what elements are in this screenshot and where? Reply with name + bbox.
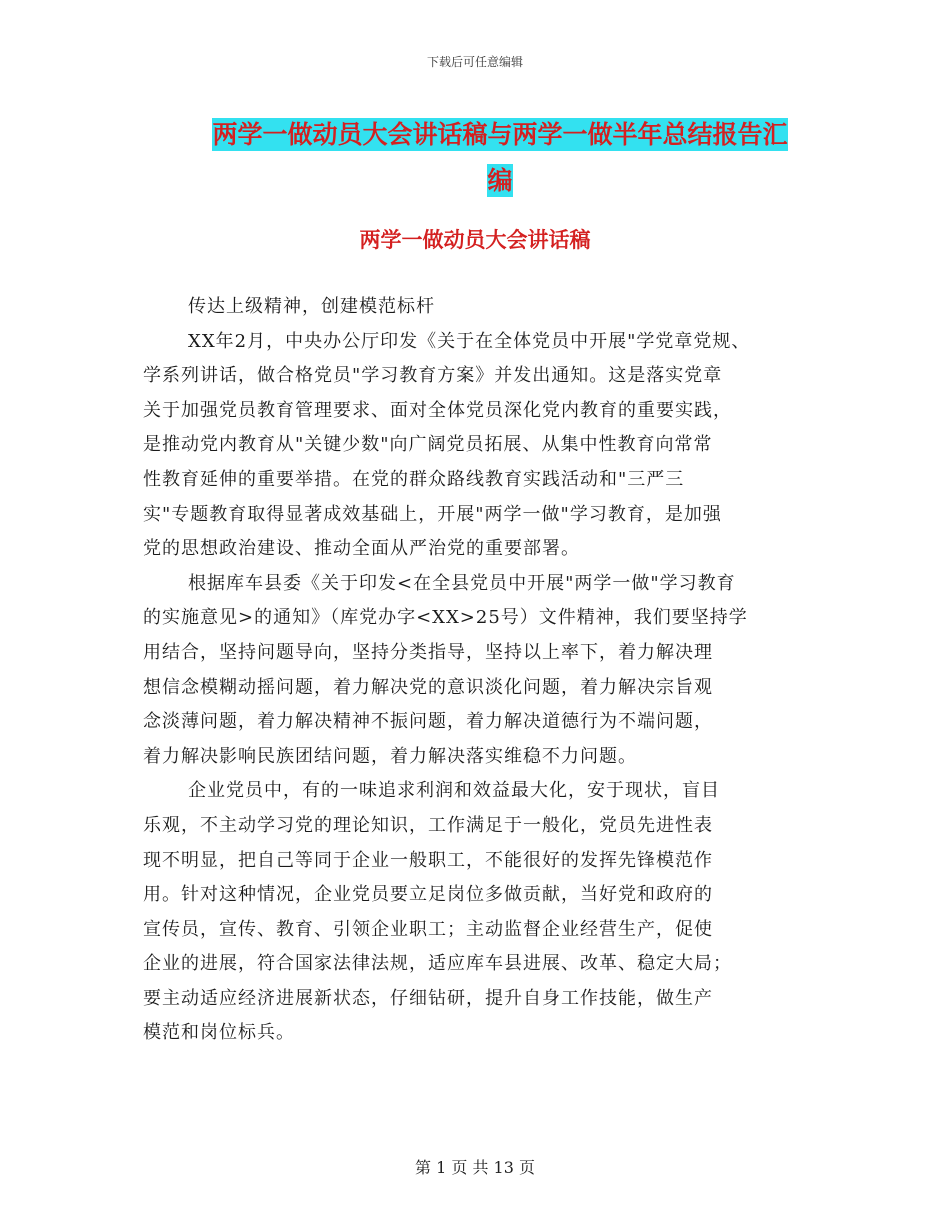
paragraph-line: 是推动党内教育从"关键少数"向广阔党员拓展、从集中性教育向常常 <box>143 434 713 456</box>
paragraph-line: 乐观，不主动学习党的理论知识，工作满足于一般化，党员先进性表 <box>143 814 713 836</box>
paragraph-line: 实"专题教育取得显著成效基础上，开展"两学一做"学习教育，是加强 <box>143 503 722 525</box>
document-title <box>190 112 810 204</box>
paragraph-line: XX年2月，中央办公厅印发《关于在全体党员中开展"学党章党规、 <box>188 330 751 352</box>
paragraph-line: 要主动适应经济进展新状态，仔细钻研，提升自身工作技能，做生产 <box>143 987 713 1009</box>
paragraph-line: 用结合，坚持问题导向，坚持分类指导，坚持以上率下，着力解决理 <box>143 641 713 663</box>
document-title-line-1: 两学一做动员大会讲话稿与两学一做半年总结报告汇 <box>212 120 788 149</box>
paragraph-line: 企业党员中，有的一味追求利润和效益最大化，安于现状，盲目 <box>188 780 720 802</box>
document-body <box>143 290 823 1051</box>
paragraph-line: 党的思想政治建设、推动全面从严治党的重要部署。 <box>143 538 580 560</box>
paragraph-line: 用。针对这种情况，企业党员要立足岗位多做贡献，当好党和政府的 <box>143 884 713 906</box>
paragraph-line: 模范和岗位标兵。 <box>143 1022 295 1044</box>
paragraph-line: 关于加强党员教育管理要求、面对全体党员深化党内教育的重要实践， <box>143 399 732 421</box>
paragraph-line: 着力解决影响民族团结问题，着力解决落实维稳不力问题。 <box>143 745 637 767</box>
paragraph-line: 性教育延伸的重要举措。在党的群众路线教育实践活动和"三严三 <box>143 468 685 490</box>
section-title: 两学一做动员大会讲话稿 <box>359 227 591 252</box>
paragraph-line: 根据库车县委《关于印发<在全县党员中开展"两学一做"学习教育 <box>188 572 736 594</box>
paragraph-line: 的实施意见>的通知》（库党办字<XX>25号）文件精神，我们要坚持学 <box>143 607 748 629</box>
document-title-line-2: 编 <box>487 166 513 195</box>
paragraph-line: 传达上级精神，创建模范标杆 <box>188 296 435 317</box>
paragraph-line: 宣传员，宣传、教育、引领企业职工；主动监督企业经营生产，促使 <box>143 918 713 940</box>
paragraph-line: 想信念模糊动摇问题，着力解决党的意识淡化问题，着力解决宗旨观 <box>143 676 713 698</box>
header-note: 下载后可任意编辑 <box>426 55 523 69</box>
paragraph-line: 学系列讲话，做合格党员"学习教育方案》并发出通知。这是落实党章 <box>143 365 723 387</box>
page-footer: 第 1 页 共 13 页 <box>415 1158 535 1177</box>
paragraph-line: 现不明显，把自己等同于企业一般职工，不能很好的发挥先锋模范作 <box>143 849 713 871</box>
paragraph-line: 念淡薄问题，着力解决精神不振问题，着力解决道德行为不端问题， <box>143 711 713 733</box>
paragraph-line: 企业的进展，符合国家法律法规，适应库车县进展、改革、稳定大局； <box>143 953 732 975</box>
